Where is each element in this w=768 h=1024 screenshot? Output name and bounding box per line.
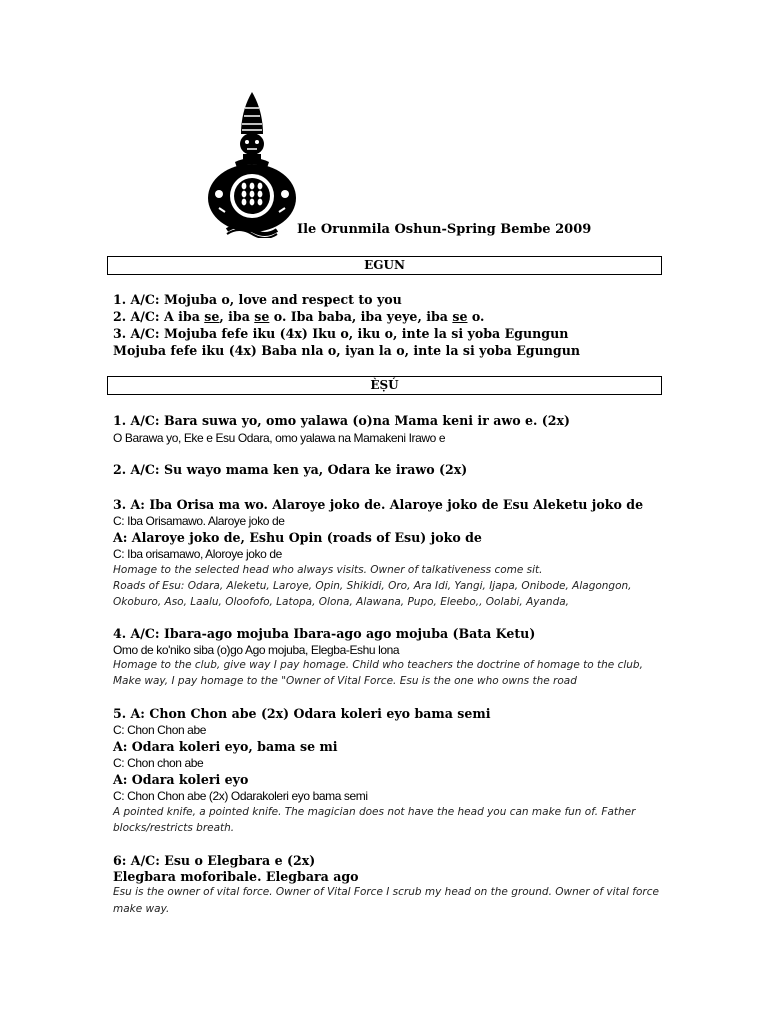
esu-song-5-line-4: C: Chon chon abe	[113, 756, 204, 770]
esu-song-3-translation-1: Homage to the selected head who always visits. Owner of talkativeness come sit.	[113, 564, 543, 576]
document-title: Ile Orunmila Oshun-Spring Bembe 2009	[297, 222, 592, 237]
esu-song-3-line-2: C: Iba Orisamawo. Alaroye joko de	[113, 514, 285, 528]
esu-song-4-translation-2: Make way, I pay homage to the "Owner of Vital Force. Esu is the one who owns the road	[113, 675, 577, 687]
esu-song-1-lead: 1. A/C: Bara suwa yo, omo yalawa (o)na Mama keni ir awo e. (2x)	[113, 413, 570, 428]
esu-song-5-line-5: A: Odara koleri eyo	[113, 772, 249, 787]
esu-song-6-translation-2: make way.	[113, 903, 170, 915]
esu-song-5-line-3: A: Odara koleri eyo, bama se mi	[113, 739, 338, 754]
esu-song-6-translation-1: Esu is the owner of vital force. Owner of Vital Force I scrub my head on the ground. Owner of vital force	[113, 886, 659, 898]
esu-song-5-line-1: 5. A: Chon Chon abe (2x) Odara koleri eyo bama semi	[113, 706, 491, 721]
esu-song-5-line-6: C: Chon Chon abe (2x) Odarakoleri eyo bama semi	[113, 789, 368, 803]
esu-song-5-translation-1: A pointed knife, a pointed knife. The magician does not have the head you can make fun of. Father	[113, 806, 636, 818]
egun-line-1: 1. A/C: Mojuba o, love and respect to you	[113, 292, 402, 307]
esu-song-5-line-2: C: Chon Chon abe	[113, 723, 206, 737]
esu-song-5-translation-2: blocks/restricts breath.	[113, 822, 235, 834]
egun-line-4: Mojuba fefe iku (4x) Baba nla o, iyan la o, inte la si yoba Egungun	[113, 343, 581, 358]
section-header-egun: EGUN	[107, 256, 662, 275]
section-header-esu: ÈṢÚ	[107, 376, 662, 395]
esu-song-3-translation-3: Okoburo, Aso, Laalu, Oloofofo, Latopa, Olona, Alawana, Pupo, Eleebo,, Oolabi, Ayanda,	[113, 596, 570, 608]
egun-line-3: 3. A/C: Mojuba fefe iku (4x) Iku o, iku o, inte la si yoba Egungun	[113, 326, 569, 341]
esu-song-4-response: Omo de ko'niko siba (o)go Ago mojuba, Elegba-Eshu lona	[113, 643, 400, 657]
esu-song-4-lead: 4. A/C: Ibara-ago mojuba Ibara-ago ago mojuba (Bata Ketu)	[113, 626, 536, 641]
egun-line-2: 2. A/C: A iba se, iba se o. Iba baba, iba yeye, iba se o.	[113, 309, 485, 324]
esu-song-1-response: O Barawa yo, Eke e Esu Odara, omo yalawa na Mamakeni Irawo e	[113, 431, 446, 445]
esu-song-3-line-1: 3. A: Iba Orisa ma wo. Alaroye joko de. Alaroye joko de Esu Aleketu joko de	[113, 497, 644, 512]
esu-song-3-translation-2: Roads of Esu: Odara, Aleketu, Laroye, Opin, Shikidi, Oro, Ara Idi, Yangi, Ijapa, Onibode, Alagongon,	[113, 580, 632, 592]
esu-song-2-lead: 2. A/C: Su wayo mama ken ya, Odara ke irawo (2x)	[113, 462, 468, 477]
esu-song-6-lead: 6: A/C: Esu o Elegbara e (2x)	[113, 853, 316, 868]
esu-song-3-line-3: A: Alaroye joko de, Eshu Opin (roads of Esu) joko de	[113, 530, 482, 545]
esu-song-6-response: Elegbara moforibale. Elegbara ago	[113, 869, 359, 884]
esu-song-4-translation-1: Homage to the club, give way I pay homage. Child who teachers the doctrine of homage to the club,	[113, 659, 643, 671]
orunmila-figure-logo	[205, 90, 300, 238]
esu-song-3-line-4: C: Iba orisamawo, Aloroye joko de	[113, 547, 282, 561]
